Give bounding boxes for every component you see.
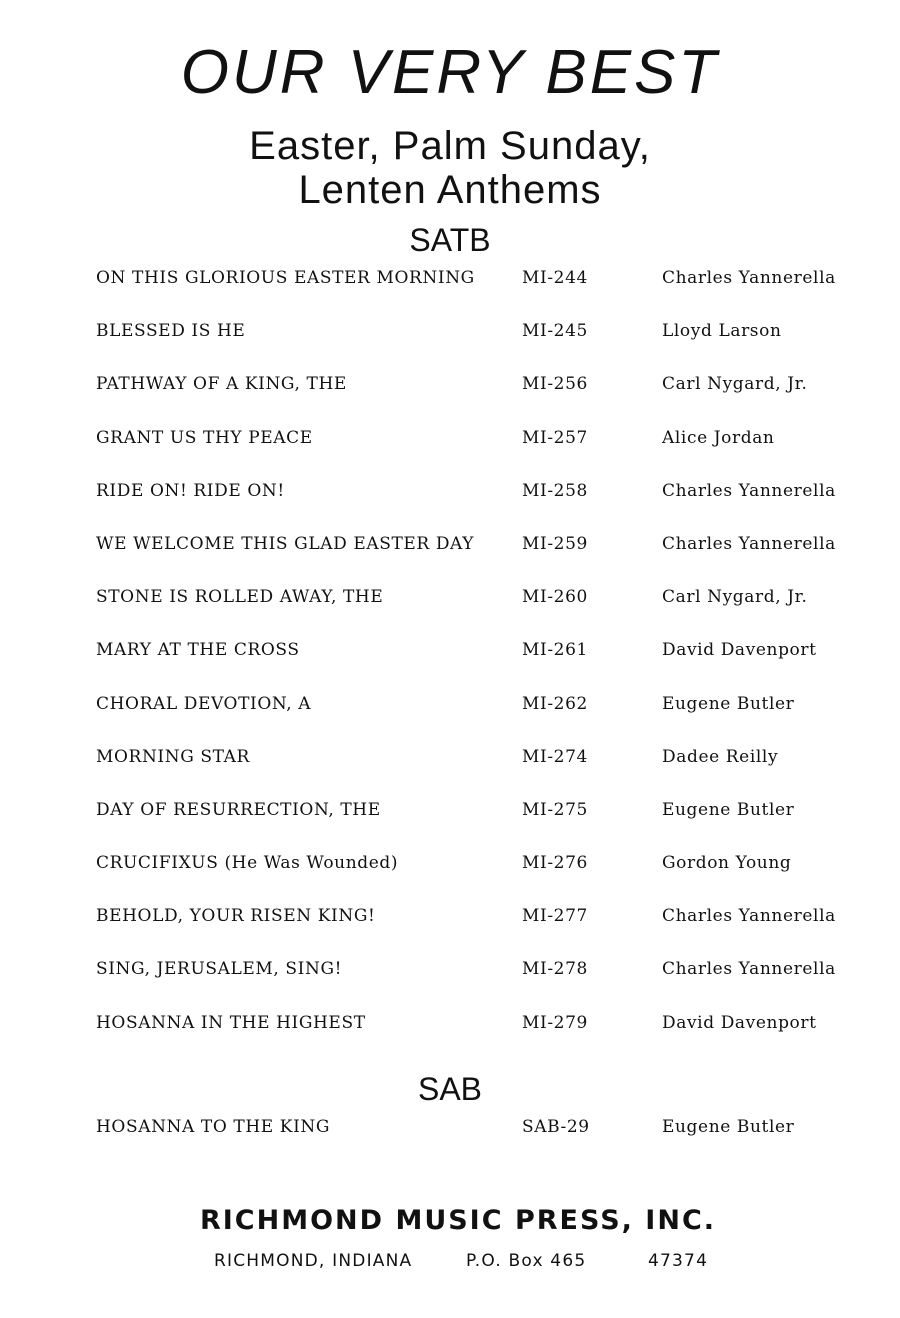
composer-name: Eugene Butler xyxy=(662,693,795,714)
section-heading-sab: SAB xyxy=(417,1071,483,1107)
list-item xyxy=(0,850,900,903)
composer-name: Charles Yannerella xyxy=(662,533,836,554)
anthem-title: DAY OF RESURRECTION, THE xyxy=(96,799,381,820)
catalog-number: MI-260 xyxy=(522,587,588,608)
list-item xyxy=(0,744,900,797)
composer-name: Lloyd Larson xyxy=(662,321,782,342)
list-item xyxy=(0,478,900,531)
composer-name: Carl Nygard, Jr. xyxy=(662,374,808,395)
composer-name: Charles Yannerella xyxy=(662,959,836,980)
list-item xyxy=(0,318,900,371)
composer-name: Charles Yannerella xyxy=(662,480,836,501)
anthem-title: PATHWAY OF A KING, THE xyxy=(96,374,347,395)
composer-name: Carl Nygard, Jr. xyxy=(662,587,808,608)
list-item xyxy=(0,903,900,956)
composer-name: Charles Yannerella xyxy=(662,268,836,288)
list-item xyxy=(0,584,900,637)
publisher-name: RICHMOND MUSIC PRESS, INC. xyxy=(199,1205,717,1236)
anthem-title: CHORAL DEVOTION, A xyxy=(96,693,312,714)
catalog-number: MI-279 xyxy=(522,1012,588,1033)
catalog-number: MI-262 xyxy=(522,693,588,714)
anthem-title: SING, JERUSALEM, SING! xyxy=(96,959,343,980)
catalog-number: MI-257 xyxy=(522,427,588,448)
anthem-title: STONE IS ROLLED AWAY, THE xyxy=(96,587,384,608)
list-item xyxy=(0,371,900,424)
anthem-title: RIDE ON! RIDE ON! xyxy=(96,480,285,501)
page-title: OUR VERY BEST xyxy=(180,38,720,107)
catalog-number: MI-278 xyxy=(522,959,588,980)
list-item xyxy=(0,637,900,690)
section-heading-satb: SATB xyxy=(409,222,491,258)
catalog-number: SAB-29 xyxy=(522,1117,590,1137)
catalog-number: MI-258 xyxy=(522,480,588,501)
satb-list xyxy=(0,265,900,1063)
anthem-title: MORNING STAR xyxy=(96,746,250,767)
composer-name: David Davenport xyxy=(662,640,817,661)
list-item xyxy=(0,531,900,584)
catalog-number: MI-256 xyxy=(522,374,588,395)
anthem-title: ON THIS GLORIOUS EASTER MORNING xyxy=(96,268,475,288)
list-item xyxy=(0,691,900,744)
catalog-number: MI-259 xyxy=(522,533,588,554)
sab-list xyxy=(0,1114,900,1167)
list-item xyxy=(0,425,900,478)
catalog-number: MI-244 xyxy=(522,268,588,288)
anthem-title: BLESSED IS HE xyxy=(96,321,246,342)
publisher-zip: 47374 xyxy=(648,1251,709,1271)
catalog-number: MI-276 xyxy=(522,853,588,874)
catalog-number: MI-275 xyxy=(522,799,588,820)
list-item xyxy=(0,1114,900,1167)
subtitle-line-1: Easter, Palm Sunday, xyxy=(249,124,651,168)
anthem-title: HOSANNA IN THE HIGHEST xyxy=(96,1012,366,1033)
anthem-title: GRANT US THY PEACE xyxy=(96,427,313,448)
composer-name: Dadee Reilly xyxy=(662,746,779,767)
list-item xyxy=(0,956,900,1009)
publisher-po-box: P.O. Box 465 xyxy=(466,1251,587,1271)
publisher-city: RICHMOND, INDIANA xyxy=(214,1251,413,1271)
composer-name: Alice Jordan xyxy=(662,427,775,448)
catalog-number: MI-261 xyxy=(522,640,588,661)
anthem-title: BEHOLD, YOUR RISEN KING! xyxy=(96,906,376,927)
list-item xyxy=(0,797,900,850)
anthem-title: WE WELCOME THIS GLAD EASTER DAY xyxy=(96,533,475,554)
catalog-number: MI-245 xyxy=(522,321,588,342)
composer-name: Charles Yannerella xyxy=(662,906,836,927)
anthem-title: CRUCIFIXUS (He Was Wounded) xyxy=(96,853,399,874)
list-item xyxy=(0,1010,900,1063)
page-subtitle xyxy=(0,124,900,212)
anthem-title: MARY AT THE CROSS xyxy=(96,640,300,661)
composer-name: Gordon Young xyxy=(662,853,792,874)
catalog-number: MI-277 xyxy=(522,906,588,927)
composer-name: Eugene Butler xyxy=(662,1117,795,1137)
composer-name: Eugene Butler xyxy=(662,799,795,820)
anthem-title: HOSANNA TO THE KING xyxy=(96,1117,331,1137)
list-item xyxy=(0,265,900,318)
composer-name: David Davenport xyxy=(662,1012,817,1033)
catalog-number: MI-274 xyxy=(522,746,588,767)
subtitle-line-2: Lenten Anthems xyxy=(298,168,602,212)
